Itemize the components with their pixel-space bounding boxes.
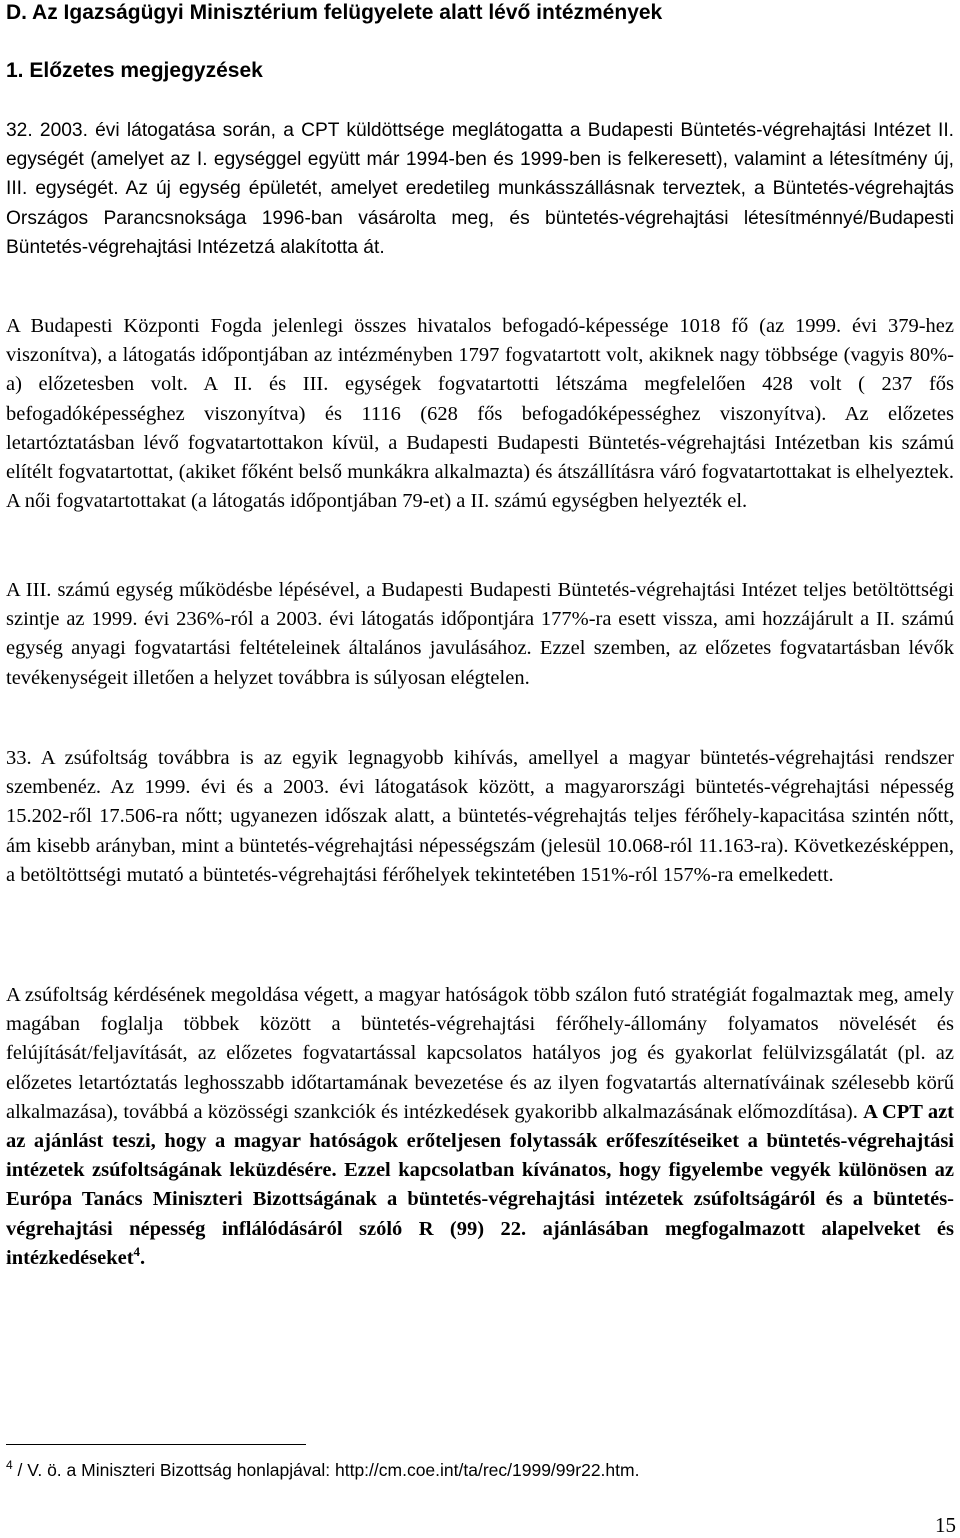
paragraph-32-part-a: 32. 2003. évi látogatása során, a CPT küldöttsége meglátogatta a Budapesti Büntetés-végrehajtási Intézet II. egységét (amelyet az I. egységgel együtt már 1994-ben és 1999-ben is felkeresett), valamint a létesítmény új, III. egységét. (6, 120, 954, 200)
footnote (6, 1460, 954, 1481)
page-number: 15 (935, 1513, 956, 1537)
paragraph-unit-three: A III. számú egység működésbe lépésével, a Budapesti Budapesti Büntetés-végrehajtási Intézet teljes betöltöttségi szintje az 1999. évi 236%-ról a 2003. évi látogatás időpontjára 177%-ra esett vissza, ami hozzájárult a II. számú egység anyagi fogvatartási feltételeinek általános javulásához. Ezzel szemben, az előzetes fogvatartásban lévők tevékenységeit illetően a helyzet továbbra is súlyosan elégtelen. (6, 579, 954, 689)
footnote-separator (6, 1444, 306, 1445)
footnote-mark: 4 (6, 1458, 13, 1473)
paragraph-solution (6, 981, 954, 1273)
paragraph-solution-normal: A zsúfoltság kérdésének megoldása végett, a magyar hatóságok több szálon futó stratégiát fogalmaztak meg, amely magában foglalja többek között a büntetés-végrehajtási férőhely-állomány folyamatos növelését és felújítását/feljavítását, az előzetes fogvatartással kapcsolatos hatályos jog és gyakorlat felülvizsgálatát (pl. az előzetes letartóztatás leghosszabb időtartamának bevezetése és az ilyen fogvatartás alternatíváinak szélesebb körű alkalmazása), továbbá a közösségi szankciók és intézkedések gyakoribb alkalmazásának előmozdítása). (6, 984, 954, 1123)
paragraph-32-part-b: Az új egység épületét, amelyet eredetileg munkásszállásnak terveztek, a Büntetés-végrehajtás Országos Parancsnoksága 1996-ban vásárolta meg, és büntetés-végrehajtási létesítménnyé/Budapesti Büntetés-végrehajtási Intézetzá alakította át. (6, 178, 954, 258)
paragraph-33: 33. A zsúfoltság továbbra is az egyik legnagyobb kihívás, amellyel a magyar büntetés-végrehajtási rendszer szembenéz. Az 1999. évi és a 2003. évi látogatások között, a magyarországi büntetés-végrehajtási népesség 15.202-ről 17.506-ra nőtt; ugyanezen időszak alatt, a büntetés-végrehajtás teljes férőhely-kapacitása szintén nőtt, ám kisebb arányban, mint a büntetés-végrehajtási népességszám (jelesül 10.068-ról 11.163-ra). Következésképpen, a betöltöttségi mutató a büntetés-végrehajtási férőhelyek tekintetében 151%-ról 157%-ra emelkedett. (6, 747, 954, 886)
paragraph-32 (6, 116, 954, 262)
section-heading: D. Az Igazságügyi Minisztérium felügyelete alatt lévő intézmények (6, 1, 663, 24)
footnote-text: / V. ö. a Miniszteri Bizottság honlapjával: http://cm.coe.int/ta/rec/1999/99r22.htm. (12, 1460, 640, 1480)
paragraph-solution-period: . (140, 1246, 146, 1269)
paragraph-solution-bold: A CPT azt az ajánlást teszi, hogy a magyar hatóságok erőteljesen folytassák erőfeszítéseiket a büntetés-végrehajtási intézetek zsúfoltságának leküzdésére. Ezzel kapcsolatban kívánatos, hogy figyelembe vegyék különösen az Európa Tanács Miniszteri Bizottságának a büntetés-végrehajtási intézetek zsúfoltságáról és a büntetés-végrehajtási népesség inflálódásáról szóló R (99) 22. ajánlásában megfogalmazott alapelveket és intézkedéseket (6, 1100, 954, 1269)
footnote-reference[interactable]: 4 (133, 1244, 141, 1259)
subheading: 1. Előzetes megjegyzések (6, 59, 263, 82)
paragraph-capacity: A Budapesti Központi Fogda jelenlegi összes hivatalos befogadó-képessége 1018 fő (az 1999. évi 379-hez viszonítva), a látogatás időpontjában az intézményben 1797 fogvatartott volt, akiknek nagy többsége (vagyis 80%-a) előzetesben volt. A II. és III. egységek fogvatartotti létszáma megfelelően 428 volt ( 237 fős befogadóképességhez viszonyítva) és 1116 (628 fős befogadóképességhez viszonyítva). Az előzetes letartóztatásban lévő fogvatartottakon kívül, a Budapesti Budapesti Büntetés-végrehajtási Intézetban kis számú elítélt fogvatartottat, (akiket főként belső munkákra alkalmazta) és átszállításra váró fogvatartottakat is elhelyeztek. A női fogvatartottakat (a látogatás időpontjában 79-et) a II. számú egységben helyezték el. (6, 315, 954, 513)
